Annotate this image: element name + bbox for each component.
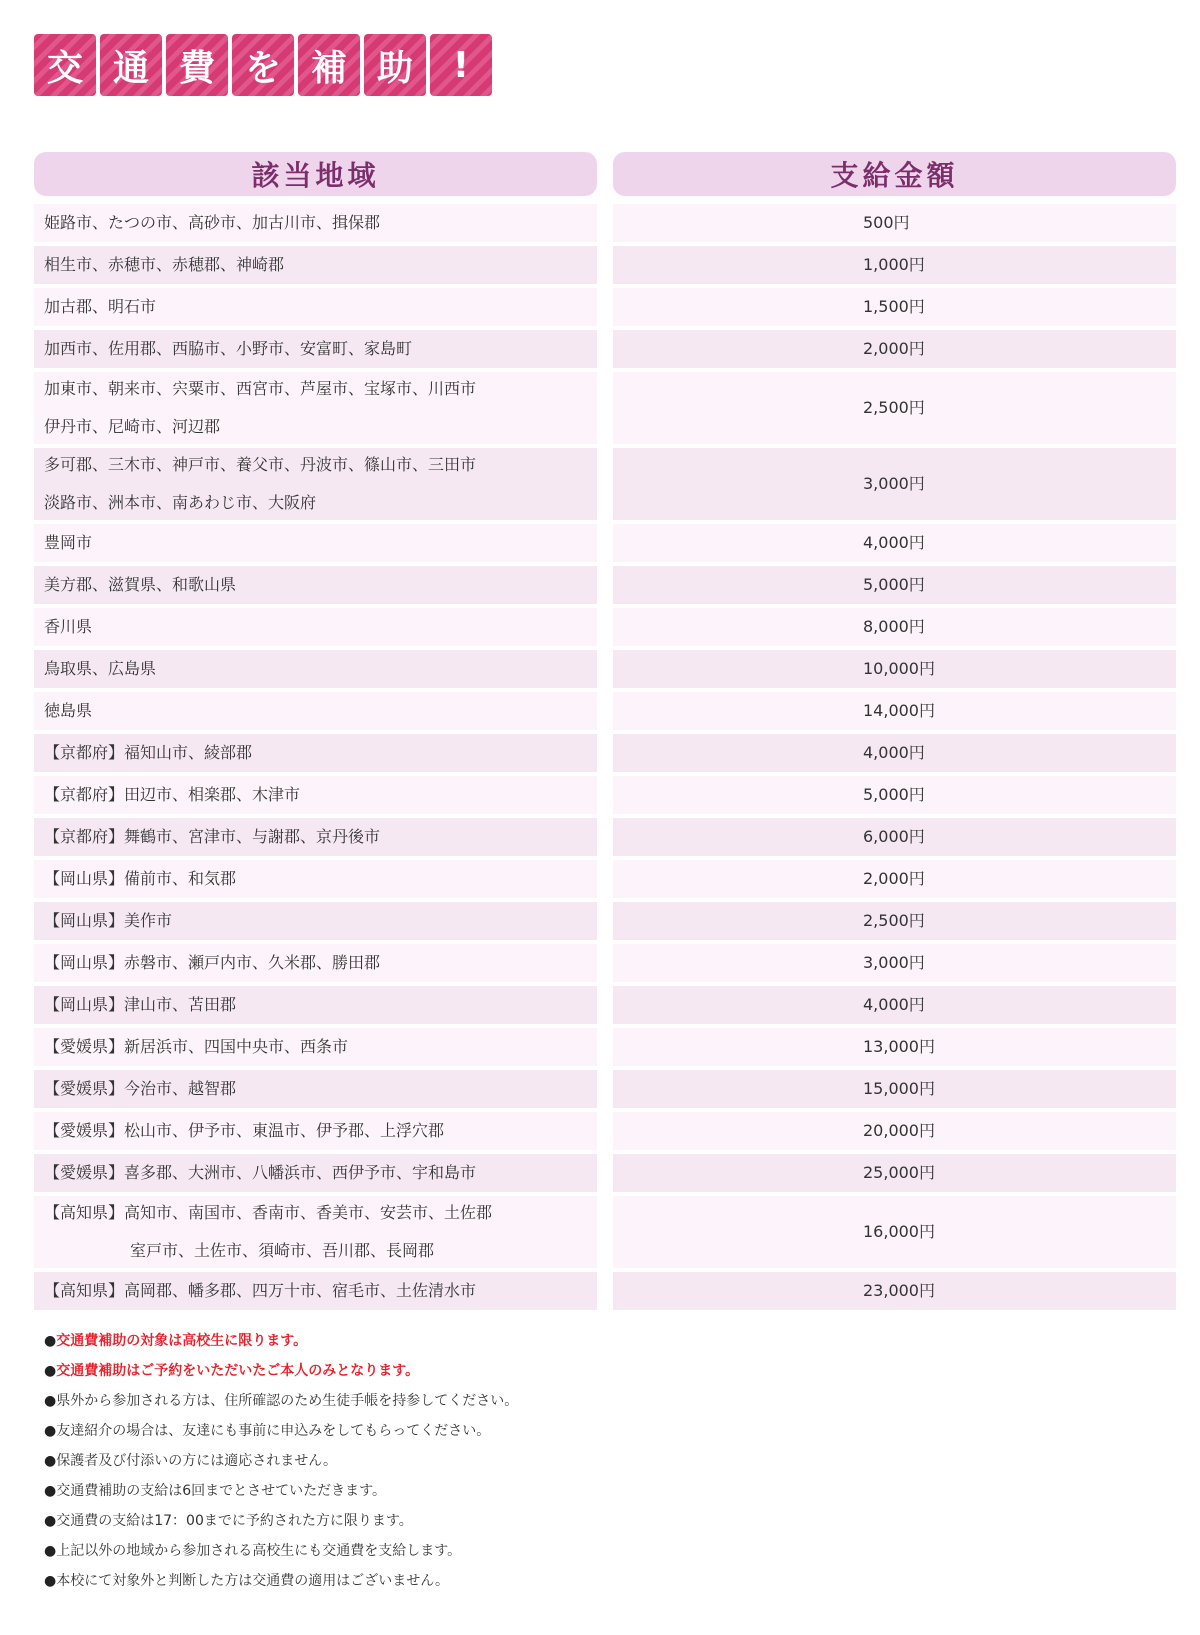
note-text: 保護者及び付添いの方には適応されません。 (56, 1453, 338, 1469)
amount-cell (613, 734, 1176, 772)
bullet-icon: ● (44, 1543, 57, 1559)
region-cell (34, 372, 597, 444)
region-cell (34, 524, 597, 562)
amount-header: 支給金額 (613, 152, 1176, 196)
note-item (44, 1506, 1144, 1536)
notes-list (44, 1326, 1144, 1596)
amount-cell (613, 204, 1176, 242)
amount-text: 5,000円 (863, 785, 925, 804)
bullet-icon: ● (44, 1453, 57, 1469)
amount-text: 2,500円 (863, 398, 925, 417)
note-emphasis (44, 1356, 1144, 1386)
title-char: を (232, 34, 294, 96)
region-text: 相生市、赤穂市、赤穂郡、神崎郡 (44, 255, 285, 274)
amount-text: 1,000円 (863, 255, 925, 274)
bullet-icon: ● (44, 1483, 57, 1499)
region-text: 鳥取県、広島県 (44, 659, 157, 678)
title-char: 助 (364, 34, 426, 96)
amount-text: 2,000円 (863, 869, 925, 888)
region-cell (34, 330, 597, 368)
region-cell (34, 566, 597, 604)
note-item (44, 1566, 1144, 1596)
amount-cell (613, 650, 1176, 688)
amount-cell (613, 246, 1176, 284)
region-text: 豊岡市 (44, 533, 93, 552)
amount-cell (613, 330, 1176, 368)
amount-cell (613, 372, 1176, 444)
bullet-icon: ● (44, 1393, 57, 1409)
amount-cell (613, 944, 1176, 982)
transport-subsidy-table (34, 152, 1176, 1314)
region-cell (34, 1028, 597, 1066)
region-text: 姫路市、たつの市、高砂市、加古川市、揖保郡 (44, 213, 381, 232)
bullet-icon: ● (44, 1363, 57, 1379)
region-cell (34, 776, 597, 814)
region-text: 美方郡、滋賀県、和歌山県 (44, 575, 237, 594)
region-cell (34, 1154, 597, 1192)
amount-text: 15,000円 (863, 1079, 935, 1098)
region-text: 【岡山県】美作市 (44, 911, 173, 930)
region-text: 加東市、朝来市、宍粟市、西宮市、芦屋市、宝塚市、川西市 (44, 379, 477, 398)
region-cell (34, 1070, 597, 1108)
title-char: 費 (166, 34, 228, 96)
amount-text: 4,000円 (863, 533, 925, 552)
amount-cell (613, 860, 1176, 898)
bullet-icon: ● (44, 1573, 57, 1589)
amount-text: 6,000円 (863, 827, 925, 846)
region-cell (34, 608, 597, 646)
amount-cell (613, 986, 1176, 1024)
amount-text: 23,000円 (863, 1281, 935, 1300)
region-text: 【京都府】田辺市、相楽郡、木津市 (44, 785, 301, 804)
region-cell (34, 944, 597, 982)
title-char: 交 (34, 34, 96, 96)
note-text: 交通費の支給は17：00までに予約された方に限ります。 (56, 1513, 413, 1529)
amount-cell (613, 902, 1176, 940)
region-cell (34, 860, 597, 898)
amount-cell (613, 288, 1176, 326)
amount-cell (613, 448, 1176, 520)
amount-cell (613, 776, 1176, 814)
region-cell (34, 692, 597, 730)
region-cell (34, 902, 597, 940)
amount-cell (613, 566, 1176, 604)
region-cell (34, 204, 597, 242)
region-text: 【高知県】高岡郡、幡多郡、四万十市、宿毛市、土佐清水市 (44, 1281, 477, 1300)
amount-text: 5,000円 (863, 575, 925, 594)
region-cell (34, 818, 597, 856)
region-text: 徳島県 (44, 701, 93, 720)
amount-cell (613, 1028, 1176, 1066)
note-item (44, 1386, 1144, 1416)
region-text: 淡路市、洲本市、南あわじ市、大阪府 (44, 493, 317, 512)
note-text: 上記以外の地域から参加される高校生にも交通費を支給します。 (56, 1543, 462, 1559)
region-cell (34, 1112, 597, 1150)
amount-text: 8,000円 (863, 617, 925, 636)
note-text: 交通費補助の支給は6回までとさせていただきます。 (56, 1483, 387, 1499)
amount-text: 2,500円 (863, 911, 925, 930)
amount-cell (613, 1272, 1176, 1310)
amount-text: 3,000円 (863, 953, 925, 972)
region-text: 【愛媛県】新居浜市、四国中央市、西条市 (44, 1037, 349, 1056)
note-emphasis (44, 1326, 1144, 1356)
region-text: 伊丹市、尼崎市、河辺郡 (44, 417, 221, 436)
region-text: 【岡山県】津山市、苫田郡 (44, 995, 237, 1014)
amount-cell (613, 1154, 1176, 1192)
note-text: 県外から参加される方は、住所確認のため生徒手帳を持参してください。 (56, 1393, 519, 1409)
amount-text: 4,000円 (863, 743, 925, 762)
region-text: 加西市、佐用郡、西脇市、小野市、安富町、家島町 (44, 339, 413, 358)
region-text: 多可郡、三木市、神戸市、養父市、丹波市、篠山市、三田市 (44, 455, 477, 474)
amount-cell (613, 1196, 1176, 1268)
region-text: 【京都府】舞鶴市、宮津市、与謝郡、京丹後市 (44, 827, 381, 846)
amount-cell (613, 1070, 1176, 1108)
amount-text: 4,000円 (863, 995, 925, 1014)
region-cell (34, 986, 597, 1024)
amount-text: 1,500円 (863, 297, 925, 316)
amount-cell (613, 818, 1176, 856)
region-text: 香川県 (44, 617, 93, 636)
note-item (44, 1536, 1144, 1566)
amount-text: 20,000円 (863, 1121, 935, 1140)
region-text: 【高知県】高知市、南国市、香南市、香美市、安芸市、土佐郡 (44, 1203, 493, 1222)
region-text: 【愛媛県】喜多郡、大洲市、八幡浜市、西伊予市、宇和島市 (44, 1163, 477, 1182)
region-header: 該当地域 (34, 152, 597, 196)
note-item (44, 1416, 1144, 1446)
note-text: 交通費補助はご予約をいただいたご本人のみとなります。 (56, 1363, 420, 1379)
amount-column (613, 152, 1176, 1314)
amount-text: 2,000円 (863, 339, 925, 358)
bullet-icon: ● (44, 1513, 57, 1529)
amount-cell (613, 1112, 1176, 1150)
region-column (34, 152, 597, 1314)
region-cell (34, 650, 597, 688)
title-char: 補 (298, 34, 360, 96)
amount-cell (613, 608, 1176, 646)
amount-text: 14,000円 (863, 701, 935, 720)
bullet-icon: ● (44, 1423, 57, 1439)
region-text: 【京都府】福知山市、綾部郡 (44, 743, 253, 762)
bullet-icon: ● (44, 1333, 57, 1349)
region-cell (34, 448, 597, 520)
amount-cell (613, 524, 1176, 562)
region-text: 【岡山県】備前市、和気郡 (44, 869, 237, 888)
amount-cell (613, 692, 1176, 730)
region-text: 室戸市、土佐市、須崎市、吾川郡、長岡郡 (130, 1241, 435, 1260)
note-item (44, 1446, 1144, 1476)
title-char: ! (430, 34, 492, 96)
amount-text: 25,000円 (863, 1163, 935, 1182)
title-char: 通 (100, 34, 162, 96)
region-cell (34, 734, 597, 772)
region-cell (34, 246, 597, 284)
amount-text: 500円 (863, 213, 910, 232)
note-item (44, 1476, 1144, 1506)
page-title (34, 34, 492, 96)
region-cell (34, 288, 597, 326)
region-text: 【愛媛県】今治市、越智郡 (44, 1079, 237, 1098)
note-text: 本校にて対象外と判断した方は交通費の適用はございません。 (56, 1573, 450, 1589)
amount-text: 16,000円 (863, 1222, 935, 1241)
region-text: 【愛媛県】松山市、伊予市、東温市、伊予郡、上浮穴郡 (44, 1121, 445, 1140)
region-cell (34, 1196, 597, 1268)
amount-text: 10,000円 (863, 659, 935, 678)
note-text: 友達紹介の場合は、友達にも事前に申込みをしてもらってください。 (56, 1423, 491, 1439)
note-text: 交通費補助の対象は高校生に限ります。 (56, 1333, 308, 1349)
amount-text: 3,000円 (863, 474, 925, 493)
amount-text: 13,000円 (863, 1037, 935, 1056)
region-text: 加古郡、明石市 (44, 297, 157, 316)
region-text: 【岡山県】赤磐市、瀬戸内市、久米郡、勝田郡 (44, 953, 381, 972)
region-cell (34, 1272, 597, 1310)
